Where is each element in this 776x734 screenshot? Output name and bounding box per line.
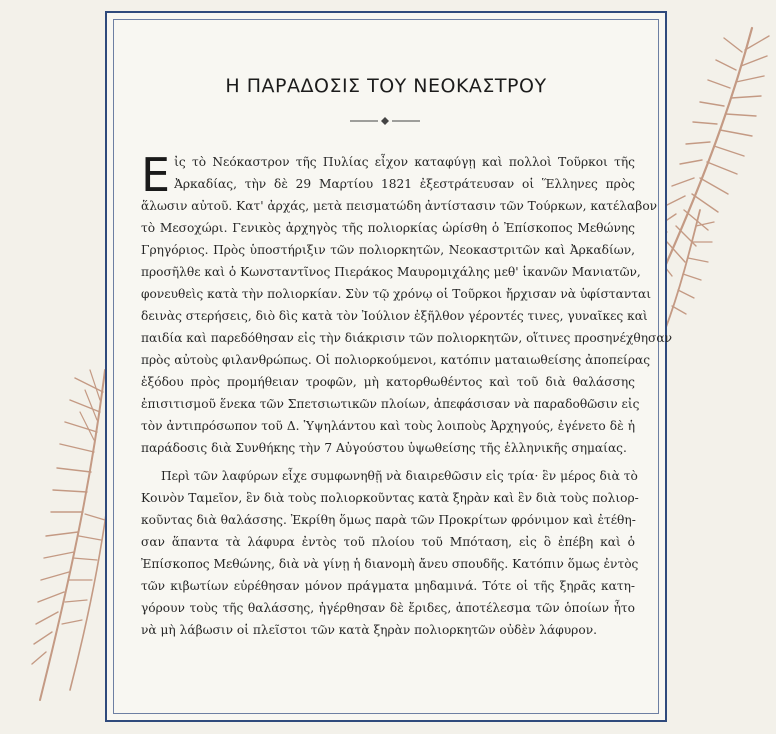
text-line: σαν ἅπαντα τὰ λάφυρα ἐντὸς τοῦ πλοίου τοῦ Μπόταση, εἰς ὃ ἐπέβη καὶ ὁ — [141, 535, 635, 549]
text-line: κοῦντας διὰ θαλάσσης. Ἐκρίθη ὅμως παρὰ τῶν Προκρίτων φρόνιμον καὶ ἐτέθη- — [141, 513, 636, 527]
text-line: τὸν ἀντιπρόσωπον τοῦ Δ. Ὑψηλάντου καὶ τοὺς λοιποὺς Ἀρχηγούς, ἐγένετο δὲ ἡ — [141, 419, 635, 433]
palm-frond-icon — [62, 500, 108, 690]
text-line: ἐπισιτισμοῦ ἕνεκα τῶν Σπετσιωτικῶν πλοίων, ἀπεφάσισαν νὰ παραδοθῶσιν εἰς — [141, 397, 640, 411]
text-line: Γρηγόριος. Πρὸς ὑποστήριξιν τῶν πολιορκητῶν, Νεοκαστριτῶν καὶ Ἀρκαδίων, — [141, 243, 635, 257]
text-line: ἰς τὸ Νεόκαστρον τῆς Πυλίας εἶχον καταφύγῃ καὶ πολλοὶ Τοῦρκοι τῆς — [174, 155, 635, 169]
divider-ornament-icon — [350, 116, 420, 126]
text-line: ἅλωσιν αὐτοῦ. Κατ' ἀρχάς, μετὰ πεισματώδη ἀντίστασιν τῶν Τούρκων, κατέλαβον — [141, 199, 658, 213]
text-line: τὸ Μεσοχώρι. Γενικὸς ἀρχηγὸς τῆς πολιορκίας ὡρίσθη ὁ Ἐπίσκοπος Μεθώνης — [141, 221, 635, 235]
text-line: τῶν κιβωτίων εὑρέθησαν μόνον πράγματα μηδαμινά. Τότε οἱ τῆς ξηρᾶς κατη- — [141, 579, 635, 593]
text-line: φονευθεὶς κατὰ τὴν πολιορκίαν. Σὺν τῷ χρόνῳ οἱ Τοῦρκοι ἤρχισαν νὰ ὑφίστανται — [141, 287, 652, 301]
text-line: Κοινὸν Ταμεῖον, ἓν διὰ τοὺς πολιορκοῦντας κατὰ ξηρὰν καὶ ἓν διὰ τοὺς πολιορ- — [141, 491, 639, 505]
paragraph-1 — [141, 148, 672, 459]
text-line: Ἀρκαδίας, τὴν δὲ 29 Μαρτίου 1821 ἐξεστράτευσαν οἱ Ἕλληνες πρὸς — [174, 177, 635, 191]
text-line: προσῆλθε καὶ ὁ Κωνσταντῖνος Πιεράκος Μαυρομιχάλης μεθ' ἱκανῶν Μανιατῶν, — [141, 265, 641, 279]
drop-cap: Ε — [141, 148, 171, 202]
paragraph-2 — [141, 465, 639, 641]
text-line: πρὸς αὐτοὺς φιλανθρώπως. Οἱ πολιορκούμενοι, κατόπιν ματαιωθείσης ἀποπείρας — [141, 353, 651, 367]
text-line: νὰ μὴ λάβωσιν οἱ πλεῖστοι τῶν κατὰ ξηρὰν πολιορκητῶν οὐδὲν λάφυρον. — [141, 623, 597, 637]
document-frame — [105, 11, 672, 722]
text-line: Ἐπίσκοπος Μεθώνης, διὰ νὰ γίνῃ ἡ διανομὴ ἄνευ σπουδῆς. Κατόπιν ὅμως ἐντὸς — [141, 557, 639, 571]
document-body — [141, 148, 672, 641]
text-line: δεινὰς στερήσεις, διὸ δὶς κατὰ τὸν Ἰούλιον ἐξῆλθον γέροντές τινες, γυναῖκες καὶ — [141, 309, 648, 323]
text-line: ἐξόδου πρὸς προμήθειαν τροφῶν, μὴ κατορθωθέντος καὶ τοῦ διὰ θαλάσσης — [141, 375, 635, 389]
text-line: Περὶ τῶν λαφύρων εἶχε συμφωνηθῇ νὰ διαιρεθῶσιν εἰς τρία· ἓν μέρος διὰ τὸ — [161, 469, 638, 483]
text-line: παράδοσις διὰ Συνθήκης τὴν 7 Αὐγούστου ὑψωθείσης τῆς ἑλληνικῆς σημαίας. — [141, 441, 627, 455]
palm-frond-icon — [32, 370, 105, 700]
document-title: Η ΠΑΡΑΔΟΣΙΣ ΤΟΥ ΝΕΟΚΑΣΤΡΟΥ — [225, 75, 547, 97]
text-line: παιδία καὶ παρεδόθησαν εἰς τὴν διάκρισιν τῶν πολιορκητῶν, οἵτινες προσηνέχθησαν — [141, 331, 672, 345]
text-line: γόρουν τοὺς τῆς θαλάσσης, ἠγέρθησαν δὲ ἔριδες, ἀποτέλεσμα τῶν ὁποίων ἦτο — [141, 601, 635, 615]
